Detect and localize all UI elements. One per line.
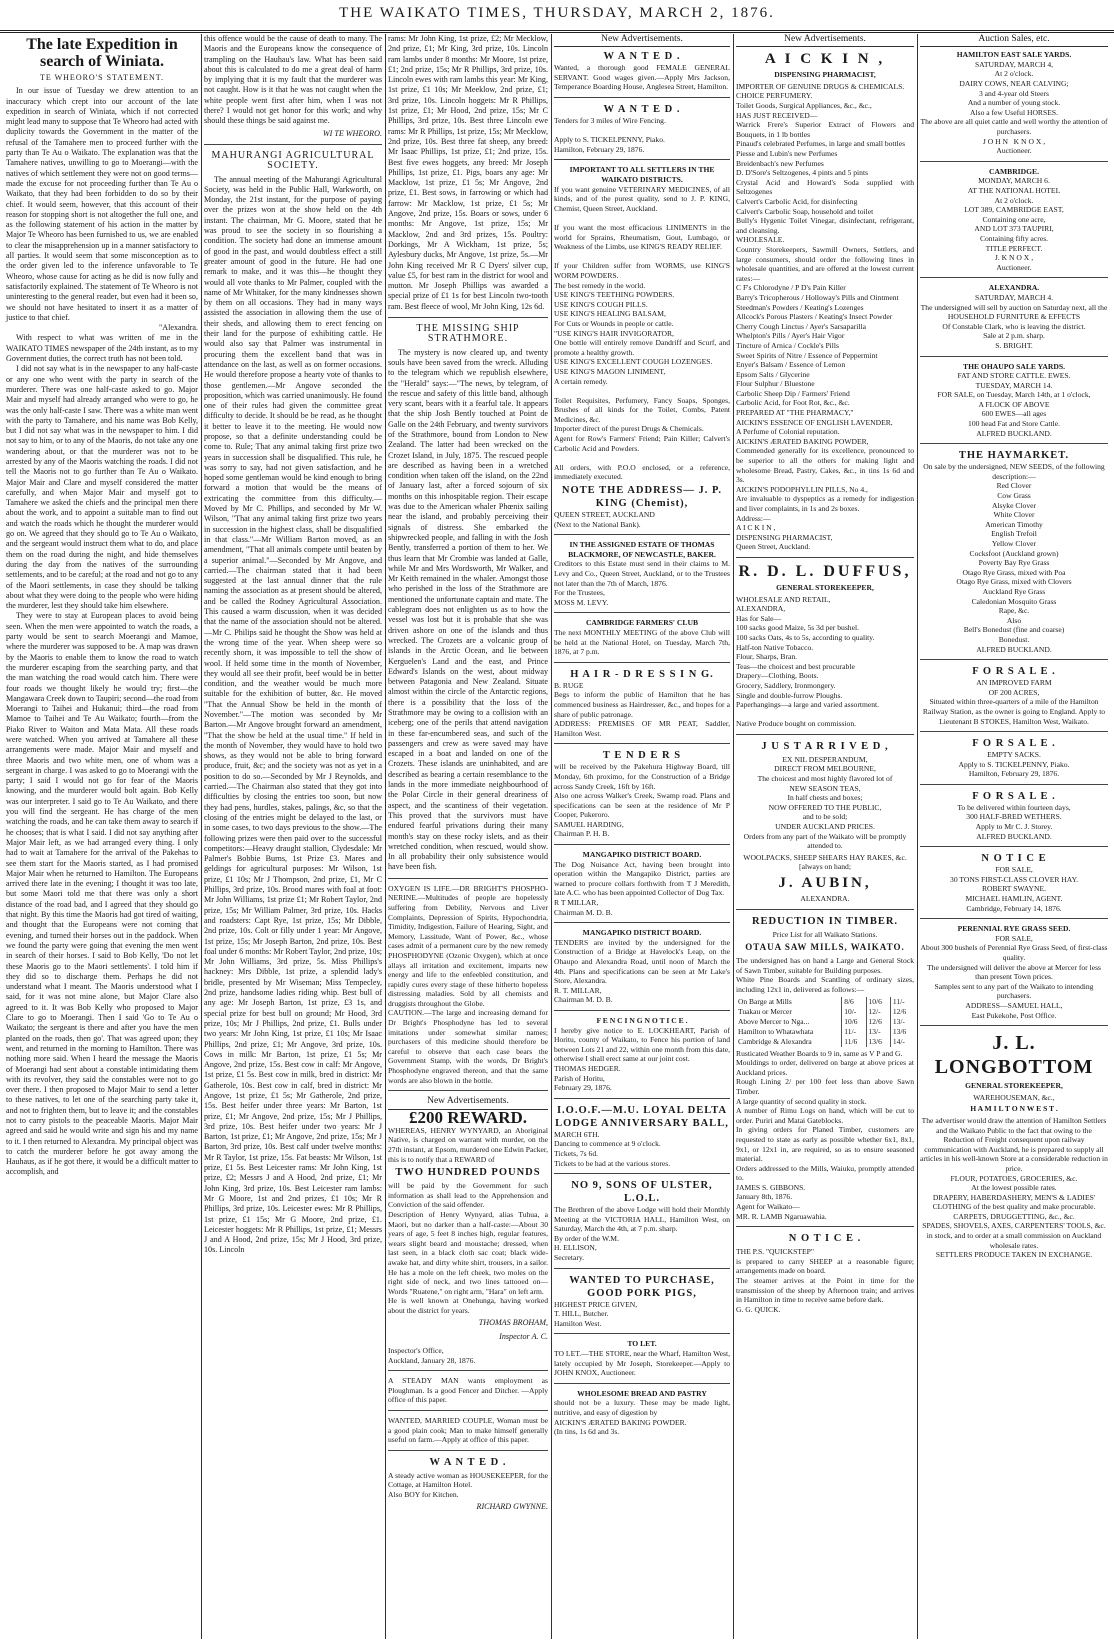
column-rule <box>917 34 918 1639</box>
separator <box>920 161 1108 162</box>
section-heading: Auction Sales, etc. <box>920 34 1108 47</box>
reward-title: £200 REWARD. <box>408 1107 528 1127</box>
separator <box>920 846 1108 847</box>
advert-title: NO 9, SONS OF ULSTER, L.O.L. <box>571 1180 713 1205</box>
article-paragraph: In our issue of Tuesday we drew attention to an inaccuracy which crept into our account of the late expedition in search of Winiata, which if not corrected might lead many to suppose that Te Wheoro had acted with duplicity towards the Government in the matter of the refusal of the Tamahere men to proceed further with the party than Te Au o Waikato. The explanation was that the Tamahere natives, unwilling to go to Moerangi—with the natives of which settlement they were not on good terms—made the excuse for not proceeding further than Te Au o Waikato, that they had been forbidden to do so by their chief. It would seem, however, that this account of their reason for stopping short is not altogether the full one, and as the following statement of his action in the matter by Major Te Wheoro has been furnished to us, we are enabled to clear the misapprehension up in a manner satisfactory to all parties. It would seem that some misconception as to the order given led to the inference unfavorable to Te Wheoro, whose cause for acting as he did is now fully and satisfactorily explained. The statement of Te Wheoro is not uninteresting to the general reader, but even had it been so, we should not have hesitated to insert it as a matter of justice to that chief. <box>6 86 201 322</box>
timber-price-cell: 11/6 <box>842 1037 866 1047</box>
separator <box>920 277 1108 278</box>
article-paragraph: The mystery is now cleared up, and twenty souls have been saved from the wreck. Alluding to the telegram which we republish elsewhere, the "Herald" says:—"The news, by telegram, of the rescue and safety of this little band, although very scant, bears with it a fearful tale. It appears that the ship Josh Bently touched at Point de Galle on the 24th February, and twenty survivors of the Strathmore, bound from London to New Zealand. The latter had been wrecked on the Crozet Island, in July, 1875. The rescued people are described as having been in a wretched condition when taken off the island, on the 22nd of January last, after a forced sojourn of six months on this inhospitable region. Their escape was due to the American whaler Phœnix sailing near the island, and probably perceiving their signals of distress. She embarked the shipwrecked people, and falling in with the Josh Bently, transferred a portion of them to her. We thus learn that Mr Crombie was landed at Galle, while Mr and Mrs Wordsworth, Mr Walker, and Mr Keith remained in the whaler. Amongst those who perished in the loss of the Strathmore are mentioned the unfortunate captain and mate. The cablegram does not enlighten us as to how the vessel was lost but it is probable that she was driven ashore on one of the islands and thus wrecked. The Crozets are a volcanic group of islands in the Arctic Ocean, and lie between Kerguelen's Land and the east, and Prince Edward's Islands on the west, about midway between Patagonia and New Zealand. Situate almost within the circle of the Antarctic regions, there is a possibility that the loss of the Strathmore may be owing to a collision with an iceberg; one of the perils that attend navigation in these far-encumbered seas, and such of the passengers and crew as were saved may have escaped in a boat and landed on one of the Crozets. These islands are uninhabited, and are described as bearing a certain resemblance to the lands in the more immediate neighbourhood of the Polar Circle in their general dreariness of aspect, and the scantiness of their vegetation. This proved that the survivors must have endured fearful privations during their many month's stay on these rocky islets, and as their wretched condition, when rescued, would show. In all probability their only subsistence would have been fish. <box>388 347 551 872</box>
timber-body-2: Rusticated Weather Boards to 9 in, same as V P and G. Mouldings to order, delivered on barge at above prices at Auckland prices. Rough Lining 2/ per 100 feet less than above Sawn Timber. A large quantity of second quality in stock. A number of Rimu Logs on hand, which will be cut to order. Puriri and Matai Gateblocks. In giving orders for Planed Timber, customers are requested to state as early as possible whether 6x1, 8x1, 9x1, or 12x1 in, are required, so as to ensure seasoned material. Orders addressed to the Mills, Waiuku, promptly attended to. JAMES S. GIBBONS. January 8th, 1876. Agent for Waikato— MR. R. LAMB Ngaruawahia. <box>736 1048 914 1221</box>
column-rule <box>733 34 734 1639</box>
separator <box>920 659 1108 660</box>
advert-title: HAMILTON EAST SALE YARDS. <box>956 50 1072 60</box>
column-3 <box>388 34 551 1639</box>
separator <box>736 557 914 558</box>
timber-price-cell: 13/6 <box>890 1027 914 1037</box>
advert-body: MONDAY, MARCH 6. AT THE NATIONAL HOTEL At 2 o'clock. LOT 389, CAMBRIDGE EAST, Containing one acre, AND LOT 373 TAUPIRI, Containing fifty acres. TITLE PERFECT. J. K N O X , Auctioneer. <box>964 176 1064 272</box>
advert-title: MANGAPIKO DISTRICT BOARD. <box>582 850 702 860</box>
advert-title: WANTED TO PURCHASE, GOOD PORK PIGS, <box>569 1274 715 1299</box>
longbottom-place: H A M I L T O N W E S T . <box>970 1104 1058 1114</box>
advert-body: I hereby give notice to E. LOCKHEART, Parish of Horitu, county of Waikato, to Fence his portion of land between Lots 21 and 22, within one month from this date, otherwise I shall erect same at our joint cost. THOMAS HEDGER. Parish of Horitu, February 29, 1876. <box>554 1025 730 1093</box>
column-rule <box>385 34 386 1639</box>
separator <box>554 612 730 613</box>
advert <box>554 850 730 917</box>
arrived-body: EX NIL DESPERANDUM, DIRECT FROM MELBOURNE, The choicest and most highly flavored lot of NEW SEASON TEAS, In half chests and boxes; NOW OFFERED TO THE PUBLIC, and to be sold; UNDER AUCKLAND PRICES. Orders from any part of the Waikato will be promptly attended to. <box>743 754 907 851</box>
timber-price-cell: Cambridge & Alexandra <box>738 1036 812 1046</box>
advert-title: T E N D E R S <box>602 750 682 762</box>
advert <box>554 103 730 154</box>
article-paragraph: The annual meeting of the Mahurangi Agricultural Society, was held in the Public Hall, Warkworth, on Monday, the 21st instant, for the purpose of paying over the prizes won at the show held on the 4th instant. The chairman, Mr G. Moore, stated that he was proud to see the society in so flourishing a condition. The society had done an immense amount of good in the past, and would doubtless effect a still greater amount of good in the future. He had one remark to make, and it was this—he thought they would all vote thanks to Mr Palmer, coupled with the name of Mr Whitaker, for the many kindnesses shown by them on all occasions. They had in many ways assisted the association in allowing them the use of their sheds, and allowing them to erect fencing on their land for the purpose of exhibiting cattle. He would also say that Palmer was instrumental in procuring them the excellent band that was in attendance on the last, as well as on former occasions. He would therefore propose a hearty vote of thanks to those gentlemen.—Mr Angove seconded the proposition, which was carried unanimously. He found one of their rules had given the committee great difficulty to decide. It should be be read, as he thought it better to leave it to the meeting. He would now propose, so that a definite understanding could be come to. Rule; That any animal taking first prize two years in succession shall be disqualified. This rule, he was sorry to say, had not given satisfaction, and he hoped some gentleman would be kind enough to bring forward a motion that would be the means of extricating the committee from this difficulty.—Moved by Mr C. Phillips, and seconded by Mr W. Wilson, "That any animal taking first prize two years in succession in the highest class, shall be disqualified in that class."—Mr William Barton moved, as an amendment, "That all animals compete until beaten by a superior animal."—Seconded by Mr Angove, and carried.—The chairman stated that it had been suggested at the last annual dinner that the rule naming the association as at present should be altered, and be called the Rodney Agricultural Association. This caused a warm discussion, when it was decided that the name of the association should not be altered.—Mr C. Philips said he thought the Show was held at the wrong time of the year. When sheep were so recently shorn, it was impossible to tell the show of wool. If held some time in the month of November, they would all see their profit, beef would be in better condition, and the weather would be much more suitable for the exhibition of butter, &c. He moved "That the Annual Show be held in the month of November."—The motion was seconded by Mr Barton.—Mr Angove brought forward an amendment, "That the show be held at the usual time." If held in the month of November, they would have to hold two shows, as they would not be able to bring forward produce, fruit, &c; and the society was not as yet in a position to do so.—Seconded by Mr J Reynolds, and carried.—The Chairman also stated that they got into difficulties by closing the entries too soon, but now they had pens, hurdles, stakes, palings, &c, so that the closing of the entries might be delayed to the last, or in some cases, to two days previous to the show.—The following prizes were then paid over to the successful competitors:—Heavy draught stallion, Clydesdale: Mr Palmer's Bobbie Burns, 1st Prize £3. Mares and geldings for agricultural purposes: Mr Wilson, 1st prize, £1 10s; Mr J Thompson, 2nd prize, £1, Mr C Phillips, 3rd prize, 10s. Brood mares with foal at foot: Mr John Williams, 1st prize £1; Mr Robert Taylor, 2nd prize, 15s; Mr William Palmer, 3rd prize, 10s. Hacks and roadsters: Capt Rye, 1st prize, 15s; Mr Dibble, 2nd prize, 10s. Colt or filly under 1 year: Mr Angove, 1st prize, 15s; Mr Joseph Barton, 2nd prize, 10s. Best foal under 6 months: Mr Robert Taylor, 2nd prize, 10s; Mr John Williams, 3rd prize, 5s. Miss Phillips's hackney: Mrs Dibble, 1st prize, a splendid lady's bridle, presented by Mr Wiseman; Miss Tempecley, 2nd prize, handsome ladies riding whip. Best bull of any age: Mr Joseph Barton, 1st prize, £3 1s, and special prize for best bull on ground; Mr Hood, 3rd prize, 10s; Mr J Phillips, 2nd prize, £1. Bulls under two years: Mr John King, 1st prize, £1 10s; Mr Isaac Phillips, 2nd prize, £1; Mr Angove, 3rd prize, 10s. Cows in milk: Mr Barton, 1st prize, £1 5s; Mr Angove, 2nd prize, 15s. Best cow in calf: Mr Angove, 1st prize, £1 5s. Best cow in milk, bred in district: Mr Gatherole, 10s. Best cow in calf, bred in district: Mr Angove, 1st prize, £1 5s; Mr Gatherole, 2nd prize, 15s. Best heifer under three years: Mr Barton, 1st prize, £1; Mr Angove, 2nd prize, 15s; Mr J Phillips, 3rd prize, 10s. Best heifer under two years: Mr J Barton, 1st prize, £1; Mr Angove, 2nd prize, 15s; Mr J Barton, 3rd prize, 10s. Best calf under twelve months: Mr R Taylor, 1st prize, 15s. Fat beasts: Mr Wilson, 1st prize, £1 5s. Best Leicester rams: Mr John King, 1st prize, £2; Messrs J and A Hood, 2nd prize, £1; Mr John King, 3rd prize, 10s. Best Leicester ram lambs: Mr G Moore, 1st and 2nd prizes, £1 10s; Mr R Phillips, 3rd prize, 10s. Leicester ewes: Mr R Phillips, 1st prize, £1 15s; Mr G Moore, 2nd prize, £1. Leicester hoggets: Mr R Phillips, 1st prize, £1; Messrs J and A Hood, 2nd prize, 15s; Mr J Hood, 3rd prize, 10s. Lincoln <box>204 174 385 1255</box>
advert <box>554 1104 730 1168</box>
separator <box>388 878 548 879</box>
article-paragraph: With respect to what was written of me in the WAIKATO TIMES newspaper of the 24th instant, as to my Government duties, the correct truth has not been told. <box>6 333 201 364</box>
advert <box>554 1274 730 1329</box>
advert-title: W A N T E D . <box>603 104 681 116</box>
separator <box>554 662 730 663</box>
timber-price-cell: 12/6 <box>866 1017 890 1027</box>
advert <box>920 737 1108 779</box>
separator <box>736 734 914 735</box>
timber-price-cell: 10/6 <box>866 997 890 1007</box>
advert <box>920 665 1108 726</box>
article-paragraph: "Alexandra. <box>158 323 198 333</box>
timber-price-cell: 14/- <box>890 1037 914 1047</box>
separator <box>736 909 914 910</box>
timber-body: The undersigned has on hand a Large and General Stock of Sawn Timber, suitable for Building purposes. White Pine Boards and Scantling of ordinary sizes, including 12x1 in, delivered as follows:— <box>736 956 914 994</box>
advert <box>920 362 1108 439</box>
column-2 <box>204 34 385 1639</box>
advert <box>554 1179 730 1263</box>
page-columns <box>6 34 1108 1639</box>
longbottom-name: J. L. LONGBOTTOM <box>934 1032 1094 1079</box>
timber-price-row <box>736 1007 914 1017</box>
advert-body: To be delivered within fourteen days, 300 HALF-BRED WETHERS. Apply to Mr C. J. Storey. ALFRED BUCKLAND. <box>957 802 1071 841</box>
longbottom-subtitle: GENERAL STOREKEEPER, <box>965 1081 1063 1091</box>
separator <box>554 1010 730 1011</box>
advert <box>554 540 730 607</box>
notice-body: THE P.S. "QUICKSTEP" is prepared to carry SHEEP at a reasonable figure; arrangements made on board. The steamer arrives at the Point in time for the transmission of the sheep by Afternoon train; and arrives in Hamilton in time to receive same before dark. G. G. QUICK. <box>736 1247 914 1314</box>
separator <box>554 844 730 845</box>
timber-price-row <box>736 1037 914 1047</box>
separator <box>554 1268 730 1269</box>
advert-body: Creditors to this Estate must send in their claims to M. Levy and Co., Queen Street, Auckland, or to the Trustees not later than the 7th of March, 1876. For the Trustees, MOSS M. LEVY. <box>554 559 730 607</box>
advert-title: F O R S A L E . <box>972 738 1056 750</box>
duffus-body: WHOLESALE AND RETAIL, ALEXANDRA, Has for Sale— 100 sacks good Maize, 5s 3d per bushel. 100 sacks Oats, 4s to 5s, according to quality. Half-ton Native Tobacco. Flour, Sharps, Bran. Teas—the choicest and best procurable Drapery—Clothing, Boots. Grocery, Saddlery, Ironmongery. Single and double-furrow Ploughs. Paperhangings—a large and varied assortment. Native Produce bought on commission. <box>736 594 880 729</box>
advert-title: F E N C I N G N O T I C E . <box>596 1015 688 1025</box>
advert-body: FAT AND STORE CATTLE. EWES. TUESDAY, MARCH 14. FOR SALE, on Tuesday, March 14th, at 1 o'clock, A FLOCK OF ABOVE 600 EWES—all ages 100 head Fat and Store Cattle. ALFRED BUCKLAND. <box>937 371 1091 438</box>
advert-body: FOR SALE, 30 TONS FIRST-CLASS CLOVER HAY. ROBERT SWAYNE. MICHAEL HAMLIN, AGENT. Cambridge, February 14, 1876. <box>950 865 1078 913</box>
reward-description: will be paid by the Government for such information as shall lead to the Apprehension and Conviction of the said offender. Description of Henry Wynyard, alias Tuhua, a Maori, but no darker than a half-caste:—About 30 years of age, 5 feet 8 inches high, regular features, wears slight beard and moustache; dressed, when last seen, in a black cloth sac coat; black wide-awake hat, and dirty white shirt, trousers, in a sailor. He has a mole on the left cheek, two moles on the right side of neck, and two lines tattooed on—Words "Ruatene," on right arm, "Hara" on left arm. He is well known at Onehunga, having worked about the district for years. <box>388 1181 548 1315</box>
advert <box>554 618 730 656</box>
timber-price-cell: 12/6 <box>890 1007 914 1017</box>
advert-title: H A I R - D R E S S I N G. <box>570 668 714 680</box>
advert-title: IMPORTANT TO ALL SETTLERS IN THE WAIKATO DISTRICTS. <box>569 165 715 185</box>
advert <box>920 50 1108 156</box>
advert-body: The next MONTHLY MEETING of the above Club will be held at the National Hotel, on Tuesday, March 7th, 1876, at 7 p.m. <box>554 627 732 657</box>
advert-title: F O R S A L E . <box>972 666 1056 678</box>
section-heading: New Advertisements. <box>554 34 730 47</box>
advert <box>554 484 730 529</box>
separator <box>388 1370 548 1371</box>
advert-body: TENDERS are invited by the undersigned for the Construction of a Bridge at Havelock's Leap, on the Ohaupo and Alexandra Road, until noon of March the 4th. Plans and specifications can be seen at Mr Lake's Store, Alexandra. R. T. MILLAR, Chairman M. D. B. <box>554 937 730 1005</box>
timber-price-row <box>736 1027 914 1037</box>
advert-body: FOR SALE, About 300 bushels of Perennial Rye Grass Seed, of first-class quality. The undersigned will deliver the above at Mercer for less than present Town prices. Samples sent to any part of the Waikato to intending purchasers. ADDRESS—SAMUEL HALL, East Pukekohe, Post Office. <box>920 933 1108 1020</box>
timber-price-cell: 8/6 <box>842 997 866 1007</box>
duffus-name: R. D. L. DUFFUS, <box>738 562 912 580</box>
separator <box>554 922 730 923</box>
advert-title: CAMBRIDGE FARMERS' CLUB <box>585 618 699 628</box>
separator <box>554 1173 730 1174</box>
reward-amount: TWO HUNDRED POUNDS <box>395 1167 541 1179</box>
advert-title: THE HAYMARKET. <box>958 450 1070 462</box>
separator <box>554 97 730 98</box>
article-title-expedition: The late Expedition in search of Winiata. <box>26 36 178 70</box>
separator <box>554 1098 730 1099</box>
timber-price-cell: 13/- <box>890 1017 914 1027</box>
arrived-title: J U S T A R R I V E D , <box>761 740 889 752</box>
advert-title: MANGAPIKO DISTRICT BOARD. <box>582 928 702 938</box>
column-rule <box>551 34 552 1639</box>
advert-body: HIGHEST PRICE GIVEN, T. HILL, Butcher. Hamilton West. <box>554 1299 638 1328</box>
column-rule <box>201 34 202 1639</box>
longbottom-subtitle-2: WAREHOUSEMAN, &c., <box>973 1092 1055 1102</box>
separator <box>204 144 382 145</box>
timber-title: REDUCTION IN TIMBER. <box>751 915 899 927</box>
advert <box>920 852 1108 913</box>
advert-title: PERENNIAL RYE GRASS SEED. <box>957 924 1071 934</box>
timber-mill: OTAUA SAW MILLS, WAIKATO. <box>745 942 905 953</box>
masthead-title: THE WAIKATO TIMES, THURSDAY, MARCH 2, 1876. <box>339 5 775 21</box>
advert <box>554 749 730 839</box>
advert-body: SATURDAY, MARCH 4, At 2 o'clock. DAIRY COWS, NEAR CALVING; 3 and 4-year old Steers And a number of young stock. Also a few Useful HORSES. The above are all quiet cattle and well worthy the attention of purchasers. J O H N K N O X , Auctioneer. <box>920 59 1108 156</box>
section-heading: New Advertisements. <box>736 34 914 47</box>
separator <box>736 1226 914 1227</box>
separator <box>920 731 1108 732</box>
advert-title: N O T I C E <box>981 853 1047 865</box>
column-1 <box>6 34 201 1639</box>
advert-body: AN IMPROVED FARM OF 200 ACRES, Situated within three-quarters of a mile of the Hamilton Railway Station, as the owner is going to England. Apply to Lieutenant B STOKES, Hamilton West, Waikato. <box>922 678 1106 726</box>
timber-price-cell: Above Mercer to Nga... <box>738 1016 810 1026</box>
aubin-place: ALEXANDRA. <box>800 894 850 904</box>
timber-price-cell: 11/- <box>842 1027 866 1037</box>
advert-signature: RICHARD GWYNNE. <box>476 1501 548 1511</box>
advert <box>920 924 1108 1020</box>
advert-body: On sale by the undersigned, NEW SEEDS, of the following description:— Red Clover Cow Grass Alsyke Clover White Clover American Timothy English Trefoil Yellow Clover Cocksfoot (Auckland grown) Poverty Bay Rye Grass Otago Rye Grass, mixed with Poa Otago Rye Grass, mixed with Clovers Auckland Rye Grass Caledonian Mosquito Grass Rape, &c. Also Bell's Bonedust (fine and coarse) Bonedust. ALFRED BUCKLAND. <box>923 462 1105 654</box>
separator <box>920 356 1108 357</box>
timber-price-cell: 11/- <box>890 997 914 1007</box>
advert <box>920 790 1108 841</box>
advert-body: Wanted, a thorough good FEMALE GENERAL SERVANT. Good wages given.—Apply Mrs Jackson, Temperance Boarding House, Anglesea Street, Hamilton. <box>554 63 732 92</box>
article-paragraph: I did not say what is in the newspaper to any half-caste or any one who went with the party in search of the murderer. There was one half-caste asked to go. Major Mair and myself had already arranged who were to go, he was the only half-caste I saw. There was a white man went with the party to Tamahere, and his name was Bob Kelly, but I did not say what was in the newspaper to him. I did not say to him, or to any of the Maoris, do not take any one wandering about, or that the murderer was not to be arrested by any of the Maoris watching the roads. I did not tell the Maoris not to go further than Te Au o Waikato. Major Mair and Clare and myself considered the matter carefully, and when Major Mair and myself got to Tamahere we asked the chiefs and the principal men there about the work, and to appoint a suitable man to find out and watch the roads which he thought the murderer would go on. We agreed that they should go to Te Au o Waikato, and the sergeant would instruct them what to do, and place them on the road during the night, and hide themselves during the day from the natives of the surrounding settlements, and to be careful; at the road and not go to any of the Maori settlements, in case they should be talking about what they were doing to the people who were hiding the murderer, lest they should take him elsewhere. <box>6 364 201 611</box>
timber-subtitle: Price List for all Waikato Stations. <box>772 929 878 939</box>
reward-text: WHEREAS, HENRY WYNYARD, an Aboriginal Native, is charged on warrant with murder, on the 27th instant, at Epsom, murdered one Edwin Packer, this is to notify that a REWARD of <box>388 1125 550 1164</box>
timber-price-cell: 10/- <box>842 1007 866 1017</box>
advert-body: Tenders for 3 miles of Wire Fencing. Apply to S. TICKELPENNY, Piako. Hamilton, February 29, 1876. <box>554 116 666 154</box>
advert-body: The Brethren of the above Lodge will hold their Monthly Meeting at the VICTORIA HALL, Hamilton West, on Saturday, March the 4th, at 7 p.m. sharp. By order of the W.M. H. ELLISON, Secretary. <box>554 1205 730 1263</box>
advert-body: MARCH 6TH. Dancing to commence at 9 o'clock. Tickets, 7s 6d. Tickets to be had at the various stores. <box>554 1129 671 1168</box>
aubin-name: J. AUBIN, <box>778 875 872 892</box>
timber-price-cell: On Barge at Mills <box>738 996 792 1006</box>
advert <box>554 1016 730 1093</box>
advert-title: IN THE ASSIGNED ESTATE OF THOMAS BLACKMORE, OF NEWCASTLE, BAKER. <box>568 540 716 559</box>
separator <box>388 1410 548 1411</box>
separator <box>920 1025 1108 1026</box>
timber-price-cell: Tuakau or Mercer <box>738 1006 792 1016</box>
timber-price-cell: Hamilton to Whatawhata <box>738 1026 814 1036</box>
separator <box>554 743 730 744</box>
article-paragraph: They were to stay at European places to avoid being seen. When the men were appointed to watch the roads, a party would be sent to search Moerangi and Mamoe, where the murderer was supposed to be. A map was drawn by the Maoris to enable them to know the road to watch the murderer escaping from the searching party, and that the man watching the road would catch him. There were four roads we thought likely he would try; first—the Mangawara Creek down to Taupiri; second—the road from Moerangi to Taihei and Hukanui; third—the road from Mamoe to Taihei and Te Au Waikato; fourth—from the Piako River to Waiton and Mata Mata. All these roads were watched. When you arrived at Tamahere all these arrangements were made. Major Mair and myself and three Maoris and two white men, one of whom was a sergeant in charge. I was asked to go to Moerangi with the party; I said I would not go for fear of the Maoris knowing, and the murderer would bolt again. Bob Kelly was our interpreter. I said go to Te Au Waikato, and there you will find the sergeant. He has charge of the men watching the roads, and he can take them away to search if he chooses; that is what I said. I did not say anything after Major Mair left, as we had arranged every thing. I only had to wait at Tamahere for the arrival of the Pakehas to see them start for the Maoris started, as I had promised Major Mair when he returned to Hamilton. The Europeans arrived there late in the evening; I thought it was too late, but some Maori told me that there was only a short distance of the road bad, and I agreed that they should go that night. By this time the Maoris had got tired of waiting, and thought that the Europeans were not coming that evening, and turned their horses out in the paddock. When we found the party were going that evening the men went in search of their horses. I said to Bob Kelly, 'Do not let these Maoris go to the Maori settlements'. I told him if they did so to discharge them. Perhaps he did not understand what I meant. The Maoris understood what I said, for it was not mine alone, but Major Clare also agreed to it. It was Bob Kelly who proposed to Major Clare to go to Moerangi. Then I said 'Go to Te Au o Waikato; the sergeant is there and after you have the men planted on the roads, then go'. That was agreed upon; they went, and returned in the morning to Hamilton. There was nothing more said. When I heard the message the Maoris of Moerangi had sent about a constable intimidating them with its revolver, they said the constables were not to go over there. I then proposed to Major Mair to send a letter to these natives, to let one of the searching party take it, and not to frighten them, but to leave it; and the constables not to carry pistols to the peaceable Maoris. Major Mair agreed and said he would write and sign his and my name to it. I then returned to Alexandra. My principal object was to catch the murderer before he got away among the Hauhaus, as if he got there, it would be a difficult matter to accomplish, and <box>6 611 201 1177</box>
notice-title: N O T I C E . <box>788 1233 862 1245</box>
aickin-body: IMPORTER OF GENUINE DRUGS & CHEMICALS. CHOICE PERFUMERY. Toilet Goods, Surgical Appliances, &c., &c., HAS JUST RECEIVED— Warrick Frere's Superior Extract of Flowers and Bouquets, in 1 lb bottles Pinaud's celebrated Perfumes, in large and small bottles Piesse and Lubin's new Perfumes Breidenbach's new Perfumes D. D'Sore's Seltzogenes, 4 pints and 5 pints Crystal Acid and Howard's Soda supplied with Seltzogenes Calvert's Carbolic Acid, for disinfecting Calvert's Carbolic Soap, household and toilet Bully's Hygenic Toilet Vinegar, disinfectant, refrigerant, and cleansing. WHOLESALE. Country Storekeepers, Sawmill Owners, Settlers, and large consumers, should order the following lines in wholesale quantities, and are offered at the lowest current rates:— C F's Chlorodyne / P D's Pain Killer Barry's Tricopherous / Holloway's Pills and Ointment Steedman's Powders / Keating's Lozenges Allcock's Porous Plasters / Keating's Insect Powder Cherry Cough Linctus / Ayer's Sarsaparilla Whelpton's Pills / Ayer's Hair Vigor Tincture of Arnica / Cockle's Pills Sweet Spirits of Nitre / Essence of Peppermint Enyer's Balsam / Essence of Lemon Epsom Salts / Glycerine Flour Sulphur / Bluestone Carbolic Sheep Dip / Farmers' Friend Carbolic Acid, for Foot Rot, &c., &c. PREPARED AT "THE PHARMACY," AICKIN'S ESSENCE OF ENGLISH LAVENDER, A Perfume of Colonial reputation. AICKIN'S ÆRATED BAKING POWDER, Commended generally for its excellence, pronounced to be superior to all the others for making light and wholesome Bread, Pastry, Cakes, &c., in tins 1s 6d and 3s. AICKIN'S PODOPHYLLIN PILLS, No 4., Are invaluable to dyspeptics as a remedy for indigestion and liver complaints, in 1s and 2s boxes. Address:— A I C K I N , DISPENSING PHARMACIST, Queen Street, Auckland. <box>736 81 914 552</box>
advert-body: will be received by the Pakehura Highway Board, till Monday, 6th proximo, for the Construction of a Bridge across Sandy Creek, 16ft by 16ft. Also one across Walker's Creek, Swamp road. Plans and specifications can be seen at the residence of Mr P Cooper, Pukeroro. SAMUEL HARDING, Chairman P. H. B. <box>554 762 730 839</box>
advert-body: TO LET.—THE STORE, near the Wharf, Hamilton West, lately occupied by Mr Joseph, Storekeeper.—Apply to JOHN KNOX, Auctioneer. <box>554 1349 732 1378</box>
duffus-subtitle: GENERAL STOREKEEPER, <box>776 582 874 592</box>
advert-body: If you want genuine VETERINARY MEDICINES, of all kinds, and of the purest quality, send to J. P. KING, Chemist, Queen Street, Auckland. If you want the most efficacious LINIMENTS in the world for Sprains, Rheumatism, Gout, Lumbago, or Weakness of the Limbs, use KING'S READY RELIEF. If your Children suffer from WORMS, use KING'S WORM POWDERS. The best remedy in the world. USE KING'S TEETHING POWDERS. USE KING'S COUGH PILLS. USE KING'S HEALING BALSAM, For Cuts or Wounds in people or cattle. "USE KING'S HAIR INVIGORATOR, One bottle will entirely remove Dandriff and Scurf, and promote a healthy growth. USE KING'S EXCELLENT COUGH LOZENGES. USE KING'S MAGON LINIMENT, A certain remedy. Toilet Requisites, Perfumery, Fancy Soaps, Sponges, Brushes of all kinds for the Toilet, Combs, Patent Medicines, &c. Importer direct of the purest Drugs & Chemicals. Agent for Row's Farmers' Friend; Pain Killer; Calvert's Carbolic Acid and Powders. All orders, with P.O.O enclosed, or a reference, immediately executed. <box>554 184 730 482</box>
article-continuation: rams: Mr John King, 1st prize, £2; Mr Mecklow, 2nd prize, £1; Mr King, 3rd prize, 10s. Lincoln ram lambs under 8 months: Mr Moore, 1st prize, £1; 2nd prize, 15s; Mr R Phillips, 3rd prize, 10s. Lincoln ewes with ram lambs this year: Mr King, 1st prize, £1 10s; Mr Meeklow, 2nd prize, £1; 3rd prize, 10s. Lincoln hoggets: Mr R Phillips, 1st prize, £1; Mr Hood, 2nd prize, 15s; Mr C Phillips, 3rd prize, 10s. Best three Lincoln ewe rams: Mr R Phillips, 1st prize, 15s; Mr Mecklow, 2nd prize, 10s. Best three fat sheep, any breed: Mr Isaac Phillips, 1st prize, £1; 2nd prize, 15s. Best five ewes hoggets, any breed: Mr Joseph Phillips, 1st prize, £1. Pigs, boars any age: Mr Macklow, 1st prize, £1 5s; Mr Angove, 2nd prize, £1. Best sows, in farrowing or which had farrow: Mr Macklow, 1st prize, £1 5s; Mr Angove, 2nd prize, 15s. Boars or sows, under 6 months: Mr Angove, 1st prize, 15s; Mr Macklow, 2nd and 3rd prizes, 15s. Poultry: Dorkings, Mr A Wickham, 1st prize, 5s; Aylesbury ducks, Mr Angove, 1st prize, 5s.—Mr John King received Mr R C Dyers' silver cup, value £5, for best ram in the district for wool and mutton. Mr Joseph Phillips was awarded a special prize of £1 1s for best Lincoln two-tooth ram. Best fleece of wool, Mr John King, 12s 6d. <box>388 34 551 311</box>
advert-body: QUEEN STREET, AUCKLAND (Next to the National Bank). <box>554 510 655 529</box>
advert-body: EMPTY SACKS. Apply to S. TICKELPENNY, Piako. Hamilton, February 29, 1876. <box>958 750 1070 779</box>
separator <box>920 918 1108 919</box>
woolpacks-body: WOOLPACKS, SHEEP SHEARS HAY RAKES, &c. [always on hand; <box>743 852 907 872</box>
advert <box>920 167 1108 273</box>
separator <box>388 1090 548 1091</box>
separator <box>920 784 1108 785</box>
advert-title: I.O.O.F.—M.U. LOYAL DELTA LODGE ANNIVERSARY BALL, <box>555 1104 729 1129</box>
advert-title: W A N T E D . <box>429 1456 507 1468</box>
reward-signature-role: Inspector A. C. <box>499 1331 548 1341</box>
advert-title: NOTE THE ADDRESS— J. P. KING (Chemist), <box>561 485 723 510</box>
column-4 <box>554 34 730 1639</box>
reward-signature: THOMAS BROHAM, <box>478 1317 548 1327</box>
article-subtitle-statement: TE WHEORO'S STATEMENT. <box>39 73 165 82</box>
advert <box>554 50 730 92</box>
advert-body: should not be a luxury. These may be made light, nutritive, and easy of digestion by AICKIN'S ÆRATED BAKING POWDER. (In tins, 1s 6d and 3s. <box>554 1398 730 1437</box>
advert-phosphodyne: OXYGEN IS LIFE.—DR BRIGHT'S PHOSPHO-NERINE.—Multitudes of people are hopelessly suffering from Debility, Nervous and Liver Complaints, Depression of Spirits, Hypochondria, Timidity, Indigestion, Failure of Hearing, Sight, and Memory, Lassitude, Want of Power, &c., whose cases admit of a permanent cure by the new remedy PHOSPHODYNE (Ozonic Oxygen), which at once allays all irritation and excitement, imparts new energy and life to the enfeebled constitution, and rapidly cures every stage of these hitherto hopeless distressing maladies. Sold by all chemists and druggists throughout the Globe. CAUTION.—The large and increasing demand for Dr Bright's Phosphodyne has led to several imitations under somewhat similar names; purchasers of this medicine should therefore be careful to observe that each case bears the Government Stamp, with the words, Dr Bright's Phosphodyne engraved thereon, and that the same words are also blown in the bottle. <box>388 883 548 1085</box>
separator <box>554 1383 730 1384</box>
aickin-subtitle: DISPENSING PHARMACIST, <box>774 70 876 80</box>
advert <box>554 165 730 482</box>
advert-body: B. RUGE Begs to inform the public of Hamilton that he has commenced business as Hairdresser, &c., and hopes for a share of public patronage. ADDRESS: PREMISES OF MR PEAT, Saddler, Hamilton West. <box>554 680 730 738</box>
masthead <box>0 0 1114 33</box>
article-title-mahurangi: MAHURANGI AGRICULTURAL SOCIETY. <box>211 149 375 172</box>
separator <box>920 443 1108 444</box>
column-5 <box>736 34 914 1639</box>
timber-price-cell: 13/6 <box>866 1037 890 1047</box>
reward-date: Inspector's Office, Auckland, January 28, 1876. <box>388 1346 476 1365</box>
separator <box>388 1450 548 1451</box>
advert-title: THE OHAUPO SALE YARDS. <box>963 361 1065 371</box>
advert-title: F O R S A L E . <box>972 790 1056 802</box>
advert-title: CAMBRIDGE. <box>989 166 1039 176</box>
advert <box>554 1389 730 1437</box>
advert-ploughman: A STEADY MAN wants employment as Ploughman. Is a good Fencer and Ditcher. —Apply office of this paper. <box>388 1376 550 1405</box>
advert-body: The Dog Nuisance Act, having been brought into operation within the Mangapiko District, parties are warned to procure collars forthwith from T J Meredith, late A.C. who has been appointed Collector of Dog Tax. R T MILLAR, Chairman M. D. B. <box>554 859 730 917</box>
advert <box>554 1339 730 1377</box>
advert-title: ALEXANDRA. <box>988 283 1040 293</box>
article-signature: WI TE WHEORO. <box>322 128 382 138</box>
section-heading: New Advertisements. <box>388 1096 548 1109</box>
timber-price-row <box>736 997 914 1007</box>
timber-price-row <box>736 1017 914 1027</box>
advert-title: WHOLESOME BREAD AND PASTRY <box>577 1388 707 1398</box>
timber-price-table <box>736 997 914 1047</box>
separator <box>554 159 730 160</box>
advert-housekeeper: A steady active woman as HOUSEKEEPER, for the Cottage, at Hamilton Hotel. Also BOY for Kitchen. <box>388 1470 548 1500</box>
column-6 <box>920 34 1108 1639</box>
separator <box>388 317 548 318</box>
advert <box>554 668 730 739</box>
advert <box>920 449 1108 654</box>
timber-price-cell: 13/- <box>866 1027 890 1037</box>
advert-title: W A N T E D . <box>603 51 681 63</box>
longbottom-body: The advertiser would draw the attention of Hamilton Settlers and the Waikato Public to the fact that owing to the Reduction of Freight consequent upon railway communication with Auckland, he is prepared to supply all articles in his well-known Store at a considerable reduction in price. FLOUR, POTATOES, GROCERIES, &c. At the lowest possible rates. DRAPERY, HABERDASHERY, MEN'S & LADIES' CLOTHING of the best quality and make procurable. CARPETS, DRUGGETTING, &c., &c. SPADES, SHOVELS, AXES, CARPENTERS' TOOLS, &c. in stock, and to order at a small commission on Auckland wholesale rates. SETTLERS PRODUCE TAKEN IN EXCHANGE. <box>920 1115 1108 1260</box>
separator <box>554 1333 730 1334</box>
aickin-name: A I C K I N , <box>764 51 886 68</box>
article-continuation: this offence would be the cause of death to many. The Maoris and the Europeans know the consequence of trampling on the Hauhau's law. What has been said about this is calculated to do me a great deal of harm by implying that it is my fault that the murderer was not caught. How is it that he was not caught when the white people went first after him, when I was not there? I would not get honor for this work; and why should these things be said against me. <box>204 34 385 126</box>
advert-title: TO LET. <box>627 1339 657 1349</box>
timber-price-cell: 12/- <box>866 1007 890 1017</box>
timber-price-cell: 10/6 <box>842 1017 866 1027</box>
article-title-strathmore: THE MISSING SHIP STRATHMORE. <box>416 323 520 345</box>
separator <box>554 534 730 535</box>
advert <box>920 283 1108 350</box>
advert-married-couple: WANTED, MARRIED COUPLE, Woman must be a good plain cook; Man to make himself generally useful on farm.—Apply at office of this paper. <box>388 1416 550 1445</box>
advert <box>554 928 730 1005</box>
advert-body: SATURDAY, MARCH 4. The undersigned will sell by auction on Saturday next, all the HOUSEHOLD FURNITURE & EFFECTS Of Constable Clark, who is leaving the district. Sale at 2 p.m. sharp. S. BRIGHT. <box>920 292 1108 350</box>
